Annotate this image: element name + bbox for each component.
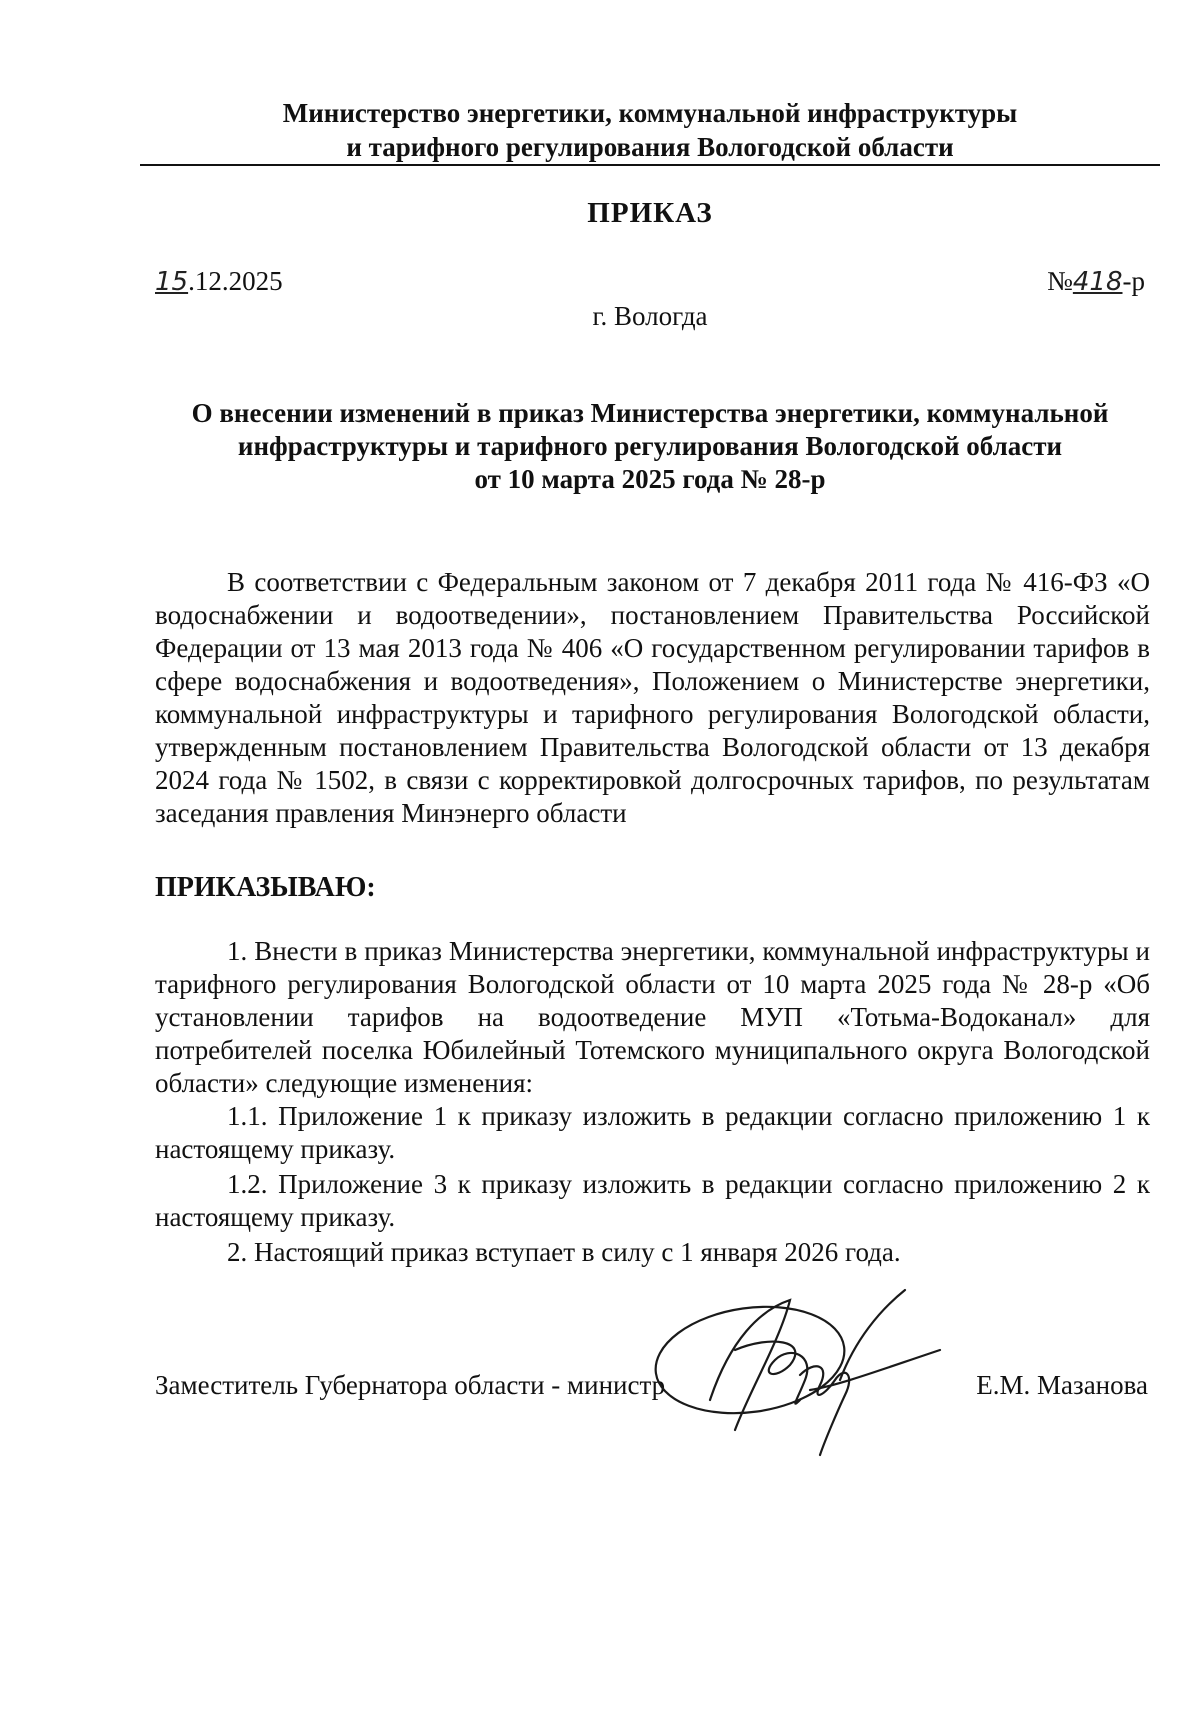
subject-line2: инфраструктуры и тарифного регулирования Вологодской области — [237, 431, 1063, 461]
order-date — [155, 266, 283, 297]
date-rest: .12.2025 — [188, 266, 283, 296]
number-prefix: № — [1047, 266, 1073, 296]
document-title: ПРИКАЗ — [587, 197, 713, 229]
order-subject — [150, 397, 1150, 496]
number-suffix: -р — [1122, 266, 1145, 296]
handwritten-number: 418 — [1072, 267, 1123, 297]
handwritten-signature — [640, 1280, 960, 1460]
item-2: 2. Настоящий приказ вступает в силу с 1 января 2026 года. — [227, 1237, 901, 1267]
decree-word: ПРИКАЗЫВАЮ: — [155, 872, 376, 903]
item-1-2: 1.2. Приложение 3 к приказу изложить в редакции согласно приложению 2 к настоящему приказу. — [155, 1169, 1150, 1232]
header-divider — [140, 164, 1160, 166]
ministry-header-line2: и тарифного регулирования Вологодской области — [346, 132, 954, 162]
city: г. Вологда — [592, 301, 708, 331]
ministry-header-line1: Министерство энергетики, коммунальной инфраструктуры — [282, 98, 1018, 128]
preamble-paragraph: В соответствии с Федеральным законом от 7 декабря 2011 года № 416-ФЗ «О водоснабжении и водоотведении», постановлением Правительства Российской Федерации от 13 мая 2013 года № 406 «О государственном регулировании тарифов в сфере водоснабжения и водоотведения», Положением о Министерстве энергетики, коммунальной инфраструктуры и тарифного регулирования Вологодской области, утвержденным постановлением Правительства Вологодской области от 13 декабря 2024 года № 1502, в связи с корректировкой долгосрочных тарифов, по результатам заседания правления Минэнерго области — [155, 567, 1150, 828]
handwritten-day: 15 — [155, 267, 189, 297]
subject-line1: О внесении изменений в приказ Министерства энергетики, коммунальной — [191, 398, 1109, 428]
order-number — [1047, 266, 1145, 297]
item-1-1: 1.1. Приложение 1 к приказу изложить в редакции согласно приложению 1 к настоящему приказу. — [155, 1101, 1150, 1164]
signer-position: Заместитель Губернатора области - министр — [155, 1370, 666, 1400]
signer-name: Е.М. Мазанова — [976, 1370, 1148, 1400]
ministry-header — [140, 96, 1160, 164]
item-1: 1. Внести в приказ Министерства энергетики, коммунальной инфраструктуры и тарифного регулирования Вологодской области от 10 марта 2025 года № 28-р «Об установлении тарифов на водоотведение МУП «Тотьма-Водоканал» для потребителей поселка Юбилейный Тотемского муниципального округа Вологодской области» следующие изменения: — [155, 936, 1150, 1098]
subject-line3: от 10 марта 2025 года № 28-р — [474, 464, 826, 494]
